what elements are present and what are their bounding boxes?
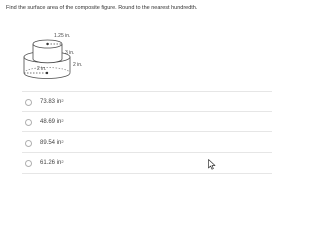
answer-option-4[interactable] — [25, 156, 265, 170]
divider — [22, 173, 272, 174]
answer-option-2-label: 48.69 $in^2$ — [40, 118, 64, 125]
answer-option-1-label: 73.83 $in^2$ — [40, 98, 64, 105]
bottom-height-label: 2 in. — [73, 62, 83, 68]
bottom-radius-label: 2 in. — [37, 66, 47, 72]
divider — [22, 91, 272, 92]
radio-button-2[interactable] — [25, 119, 32, 126]
answer-option-3-label: 89.54 $in^2$ — [40, 139, 64, 146]
mouse-pointer-icon — [208, 159, 216, 170]
radio-button-4[interactable] — [25, 160, 32, 167]
top-radius-label: 1.25 in. — [54, 33, 71, 39]
radio-button-1[interactable] — [25, 99, 32, 106]
answer-option-3[interactable] — [25, 136, 265, 150]
divider — [22, 152, 272, 153]
answer-option-4-label: 61.26 $in^2$ — [40, 159, 64, 166]
radio-button-3[interactable] — [25, 140, 32, 147]
answer-option-2[interactable] — [25, 115, 265, 129]
divider — [22, 111, 272, 112]
question-text: Find the surface area of the composite figure. Round to the nearest hundredth. — [6, 5, 198, 11]
top-height-label: 3 in. — [65, 50, 75, 56]
answer-option-1[interactable] — [25, 95, 265, 109]
divider — [22, 131, 272, 132]
